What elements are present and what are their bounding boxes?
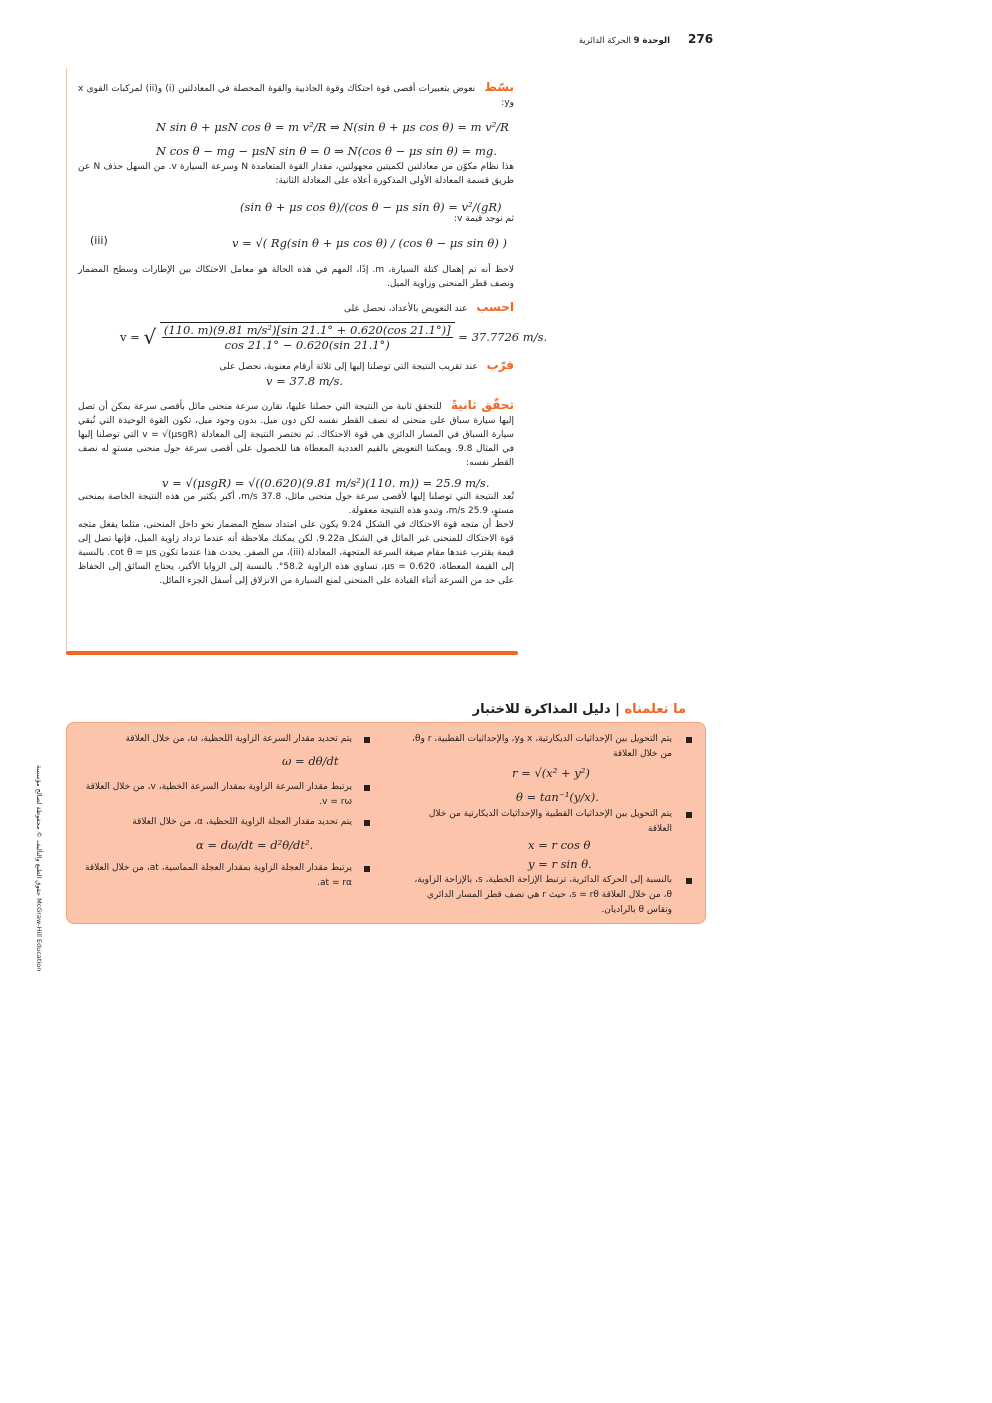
system-paragraph: هذا نظام مكوّن من معادلتين لكميتين مجهولتين، مقدار القوة المتعامدة N وسرعة السيارة v. من السهل حذف N عن طريق قسمة المعادلة الأولى المذكورة أعلاه على المعادلة الثانية: (78, 162, 514, 186)
guide-right-item-1-text: يتم التحويل بين الإحداثيات الديكارتية، x وy، والإحداثيات القطبية، r وθ، من خلال العلاقة (412, 734, 672, 759)
equation-3: (sin θ + μs cos θ)/(cos θ − μs sin θ) = v²/(gR) (240, 200, 502, 214)
unit-header (500, 36, 670, 46)
side-copyright: حقوق الطبع والتأليف © محفوظة لصالح مؤسسة McGraw-Hill Education (35, 765, 43, 972)
study-guide-title-highlight: ما تعلمناه (624, 702, 686, 717)
guide-right-item-2-eq-a: x = r cos θ (528, 838, 591, 852)
study-guide-title (440, 702, 686, 717)
guide-left-item-1-eq-a: ω = dθ/dt (282, 754, 339, 768)
guide-right-item-2-eq-b: y = r sin θ. (528, 857, 592, 871)
equation-5-denominator: cos 21.1° − 0.620(sin 21.1°) (224, 338, 390, 352)
unit-title: الحركة الدائرية (578, 36, 631, 46)
equation-2: N cos θ − mg − μsN sin θ = 0 ⇒ N(cos θ − μs sin θ) = mg. (156, 144, 497, 158)
round-keyword: قرّب (486, 358, 514, 372)
bullet-icon (686, 812, 692, 818)
check-paragraph (78, 398, 514, 470)
equation-label-iii: (iii) (90, 234, 108, 247)
guide-left-item-1-text: يتم تحديد مقدار السرعة الزاوية اللحظية، ω، من خلال العلاقة (125, 734, 352, 744)
equation-6: v = 37.8 m/s. (266, 374, 344, 388)
equation-5-result: = 37.7726 m/s. (458, 330, 548, 344)
check-keyword: تحقّق ثانيةً (450, 398, 514, 412)
calculate-keyword: احسب (476, 300, 514, 314)
equation-4: v = √( Rg(sin θ + μs cos θ) / (cos θ − μs sin θ) ) (232, 236, 507, 250)
guide-right-item-2-text: يتم التحويل بين الإحداثيات القطبية والإحداثيات الديكارتية من خلال العلاقة (428, 809, 672, 834)
bullet-icon (364, 866, 370, 872)
check-text: للتحقق ثانية من النتيجة التي حصلنا عليها، نقارن سرعة منحنى مائل بأقصى سرعة يمكن أن تصل إليها سيارة سباق على منحنى له نصف القطر نفسه لكن دون ميل. بدون وجود ميل، تكون القوة الوحيدة التي تُبقي سيارة السباق في المسار الدائري هي قوة الاحتكاك. ثم نختصر النتيجة إلى المعادلة v = √(μsgR) التي توصلنا إليها في المثال 9.8. ويمكننا التعويض بالقيم العددية المعطاة هنا للحصول على أقصى سرعة حول منحنى مستوٍ له نصف القطر نفسه: (78, 402, 514, 468)
guide-left-item-3-text: يتم تحديد مقدار العجلة الزاوية اللحظية، α، من خلال العلاقة (132, 817, 352, 827)
equation-7: v = √(μsgR) = √((0.620)(9.81 m/s²)(110. m)) = 25.9 m/s. (162, 476, 490, 490)
calculate-text: عند التعويض بالأعداد، نحصل على (344, 304, 468, 314)
guide-left-item-4-text: يرتبط مقدار العجلة الزاوية بمقدار العجلة المماسية، at، من خلال العلاقة at = rα. (85, 863, 352, 888)
solution-border (66, 68, 67, 653)
study-guide-title-rest: | دليل المذاكرة للاختبار (472, 702, 620, 717)
bullet-icon (686, 878, 692, 884)
round-text: عند تقريب النتيجة التي توصلنا إليها إلى ثلاثة أرقام معنوية، نحصل على (219, 362, 478, 372)
bullet-icon (686, 737, 692, 743)
bullet-icon (364, 737, 370, 743)
guide-left-item-3-eq-a: α = dω/dt = d²θ/dt². (196, 838, 314, 852)
equation-5: v = √ $\frac{\text{(110. m)(9.81 m/s²)[sin 21.1° + 0.620(cos 21.1°)]}}{\cos 21.1^\circ - 0.620(\sin 21.1^\circ)}$ = 37.7726 m/s. (120, 323, 548, 352)
guide-right-item-1-eq-b: θ = tan⁻¹(y/x). (516, 790, 599, 804)
guide-right-item-3-text: بالنسبة إلى الحركة الدائرية، ترتبط الإزاحة الخطية، s، بالإزاحة الزاوية، θ، من خلال العلاقة s = rθ، حيث r هي نصف قطر المسار الدائري وتقاس θ بالراديان. (414, 875, 672, 915)
bullet-icon (364, 785, 370, 791)
calculate-paragraph (78, 300, 514, 316)
compare-paragraph: تُعد النتيجة التي توصلنا إليها لأقصى سرعة حول منحنى مائل، 37.8 m/s، أكبر بكثير من هذه النتيجة الخاصة بمنحنى مستوٍ، 25.9 m/s، وتبدو هذه النتيجة معقولة. (78, 492, 514, 516)
note-paragraph: لاحظ أنه تم إهمال كتلة السيارة، m. إذًا، المهم في هذه الحالة هو معامل الاحتكاك بين الإطارات وسطح المضمار ونصف قطر المنحنى وزاوية الميل. (78, 265, 514, 289)
solution-bottom-rule (66, 651, 518, 655)
guide-left-item-2-text: يرتبط مقدار السرعة الزاوية بمقدار السرعة الخطية، v، من خلال العلاقة v = rω. (85, 782, 352, 807)
equation-5-fraction (160, 322, 455, 352)
round-paragraph (78, 358, 514, 374)
simplify-keyword: بسّط (484, 80, 514, 94)
find-v-text: ثم نوجد قيمة v: (454, 214, 514, 224)
bullet-icon (364, 820, 370, 826)
page-number: 276 (688, 32, 714, 46)
simplify-paragraph (78, 80, 514, 110)
equation-1: N sin θ + μsN cos θ = m v²/R ⇒ N(sin θ + μs cos θ) = m v²/R (156, 120, 509, 134)
unit-label: الوحدة 9 (633, 36, 670, 46)
equation-5-numerator: (110. m)(9.81 m/s²)[sin 21.1° + 0.620(cos 21.1°)] (163, 323, 451, 337)
guide-right-item-1-eq-a: r = √(x² + y²) (512, 766, 590, 780)
simplify-text: نعوض بتعبيرات أقصى قوة احتكاك وقوة الجاذبية والقوة المحصلة في المعادلتين (i) و(ii) لمركبات القوى x وy: (78, 84, 514, 108)
final-paragraph: لاحظ أن متجه قوة الاحتكاك في الشكل 9.24 يكون على امتداد سطح المضمار نحو داخل المنحنى، مثلما يفعل متجه قوة الاحتكاك للمنحنى غير المائل في الشكل 9.22a. لكن يمكنك ملاحظة أنه عندما تزداد زاوية الميل، فإنها تصل إلى قيمة يقترب عندها مقام صيغة السرعة المتجهة، المعادلة (iii)، من الصفر. يحدث هذا عندما تكون cot θ = μs. بالنسبة إلى القيمة المعطاة، μs = 0.620، تساوي هذه الزاوية 58.2°. بالنسبة إلى الزوايا الأكبر، يحتاج السائق إلى الحفاظ على حد من السرعة أثناء القيادة على المنحنى لمنع السيارة من الانزلاق إلى أسفل الجزء المائل. (78, 520, 514, 586)
